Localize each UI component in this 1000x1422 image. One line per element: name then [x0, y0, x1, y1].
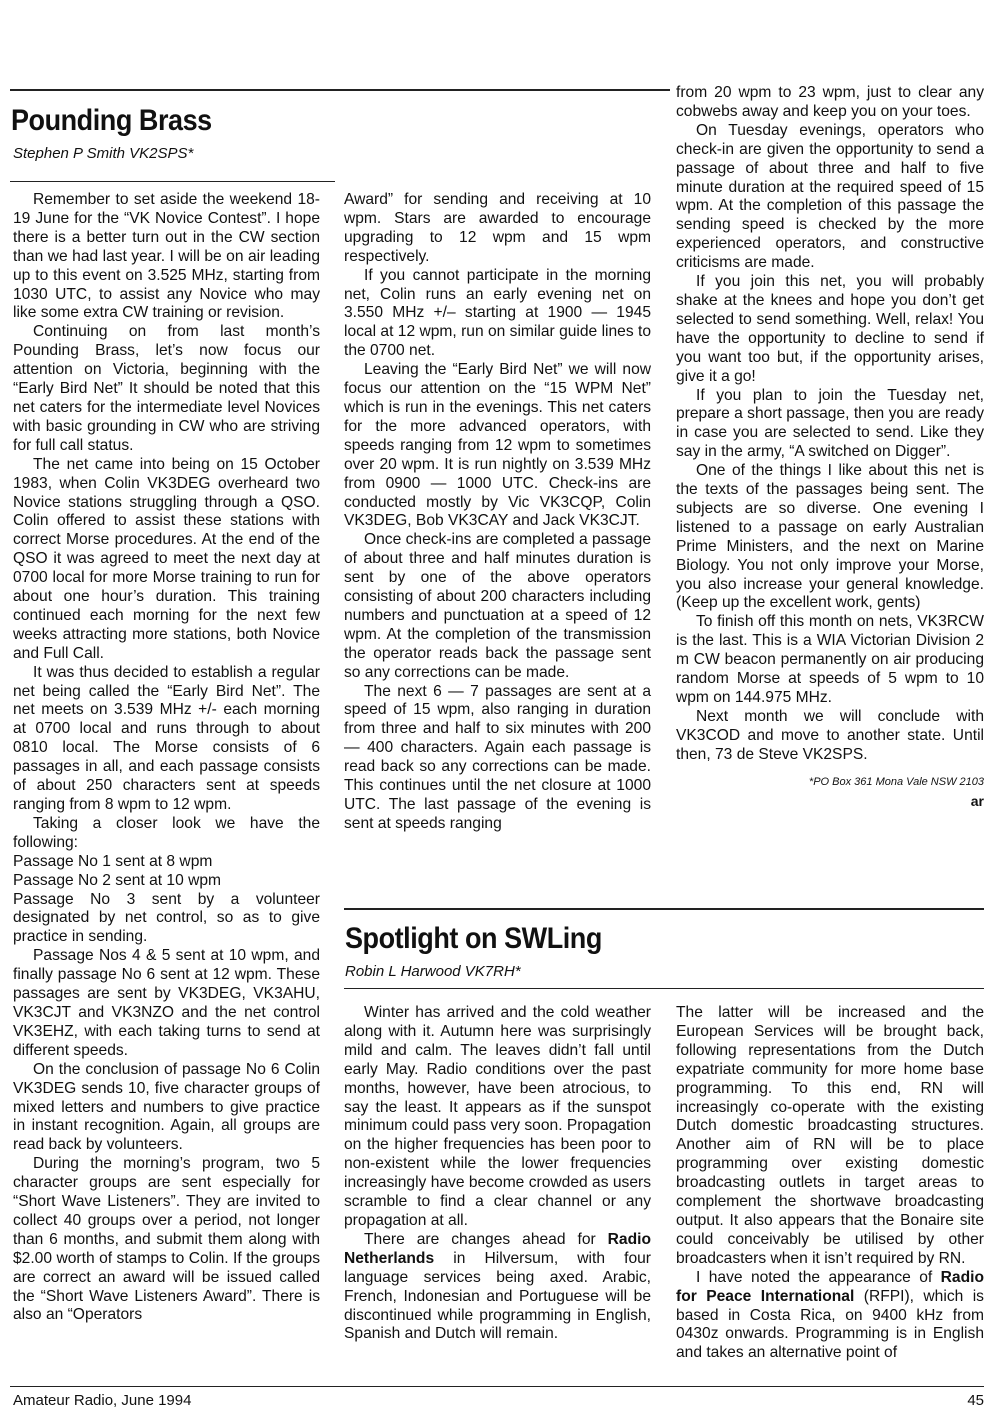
- author-address-note: *PO Box 361 Mona Vale NSW 2103: [808, 775, 984, 788]
- article1-column-2: [344, 191, 651, 834]
- paragraph: [676, 1269, 984, 1364]
- paragraph: Taking a closer look we have the following:: [13, 814, 320, 851]
- paragraph-text: I have noted the appearance of: [696, 1268, 941, 1286]
- list-item: Passage No 3 sent by a volunteer designated by net control, so as to give practice in sending.: [13, 890, 320, 946]
- station-name: Radio for Peace International: [676, 1268, 984, 1305]
- paragraph: Leaving the “Early Bird Net” we will now focus our attention on the “15 WPM Net” which is run in the evenings. This net caters for the more advanced operators, with speeds ranging from 12 wpm to sometimes over 20 wpm. It is run nightly on 3.539 MHz from 0900 — 1000 UTC. Check-ins are conducted mostly by Vic VK3CQP, Colin VK3DEG, Bob VK3CAY and Jack VK3CJT.: [344, 361, 651, 530]
- paragraph-text: There are changes ahead for: [364, 1230, 608, 1248]
- article2-title: Spotlight on SWLing: [345, 922, 602, 955]
- paragraph: On the conclusion of passage No 6 Colin VK3DEG sends 10, five character groups of mixed letters and numbers to give practice in instant recognition. Again, all groups are read back by volunteers.: [13, 1060, 320, 1154]
- paragraph: To finish off this month on nets, VK3RCW is the last. This is a WIA Victorian Division 2 m CW beacon permanently on air producing random Morse at speeds of 5 wpm to 10 wpm on 144.975 MHz.: [676, 613, 984, 706]
- footer-publication: Amateur Radio, June 1994: [13, 1392, 192, 1409]
- paragraph: One of the things I like about this net is the texts of the passages being sent. The subjects are so diverse. One evening I listened to a passage on early Australian Prime Ministers, and the next on Marine Biology. You not only improve your Morse, you also increase your general knowledge. (Keep up the excellent work, gents): [676, 462, 984, 612]
- article2-byline: Robin L Harwood VK7RH*: [345, 963, 521, 980]
- paragraph: It was thus decided to establish a regular net being called the “Early Bird Net”. The net meets on 3.539 MHz +/- each morning at 0700 local and runs through to about 0810 local. The Morse consists of 6 passages in all, and each passage consists of about 250 characters sent at speeds ranging from 8 wpm to 12 wpm.: [13, 663, 320, 813]
- top-rule-article1: [10, 89, 670, 91]
- paragraph: Continuing on from last month’s Pounding Brass, let’s now focus our attention on Victoria, beginning with the “Early Bird Net” It should be noted that this net caters for the intermediate level Novices with basic grounding in CW who are striving for full call status.: [13, 323, 320, 454]
- article2-column-2: [676, 1004, 984, 1363]
- byline-rule-article2: [344, 988, 984, 989]
- paragraph: Next month we will conclude with VK3COD and move to another state. Until then, 73 de Steve VK2SPS.: [676, 707, 984, 763]
- paragraph: [344, 1231, 651, 1344]
- paragraph: Remember to set aside the weekend 18-19 June for the “VK Novice Contest”. I hope there is a better turn out in the CW section than we had last year. I will be on air leading up to this event on 3.525 MHz, starting from 1030 UTC, to assist any Novice who may like some extra CW training or revision.: [13, 191, 320, 322]
- article2-column-1: [344, 1004, 651, 1344]
- paragraph: Winter has arrived and the cold weather along with it. Autumn here was surprisingly mild and calm. The leaves didn’t fall until early May. Radio conditions over the past months, however, have been atrocious, to say the least. It appears as if the sunspot minimum could pass very soon. Propagation on the higher frequencies has been poor to non-existent while the lower frequencies increasingly have become crowded as users scramble to find a clear channel or any propagation at all.: [344, 1004, 651, 1229]
- paragraph: If you cannot participate in the morning net, Colin runs an early evening net on 3.550 MHz +/– starting at 1900 — 1945 local at 12 wpm, run on similar guide lines to the 0700 net.: [344, 266, 651, 360]
- station-name: Radio Netherlands: [344, 1230, 651, 1267]
- paragraph: from 20 wpm to 23 wpm, just to clear any cobwebs away and keep you on your toes.: [676, 84, 984, 120]
- paragraph: The next 6 — 7 passages are sent at a speed of 15 wpm, also ranging in duration from three and half to six minutes with 200 — 400 characters. Again each passage is read back so any corrections can be made. This continues until the net closure at 1000 UTC. The last passage of the evening is sent at speeds ranging: [344, 682, 651, 832]
- article1-byline: Stephen P Smith VK2SPS*: [13, 145, 194, 162]
- paragraph: Once check-ins are completed a passage of about three and half minutes duration is sent by one of the above operators consisting of about 200 characters including numbers and punctuation at a speed of 12 wpm. At the completion of the transmission the operator reads back the passage sent so any corrections can be made.: [344, 531, 651, 681]
- paragraph: Award” for sending and receiving at 10 wpm. Stars are awarded to encourage upgrading to 12 wpm and 15 wpm respectively.: [344, 191, 651, 265]
- paragraph: The net came into being on 15 October 1983, when Colin VK3DEG overheard two Novice stations struggling through a QSO. Colin offered to assist these stations with correct Morse procedures. At the end of the QSO it was agreed to meet the next day at 0700 local for more Morse training to run for about one hour’s duration. This training continued each morning for the next few weeks attracting more stations, both Novice and Full Call.: [13, 455, 320, 662]
- byline-rule-article1: [10, 181, 335, 182]
- top-rule-article2: [344, 908, 984, 910]
- list-item: Passage No 1 sent at 8 wpm: [13, 852, 213, 870]
- article1-column-3: [676, 84, 984, 810]
- footer-rule: [10, 1386, 984, 1387]
- footer-page-number: 45: [967, 1392, 984, 1409]
- article1-column-1: [13, 191, 320, 1325]
- paragraph: On Tuesday evenings, operators who check-in are given the opportunity to send a passage of about three and half to five minute duration at the required speed of 15 wpm. At the completion of this passage the sending speed is checked by the more experienced operators, and constructive criticisms are made.: [676, 121, 984, 272]
- paragraph: If you join this net, you will probably shake at the knees and hope you don’t get selected to send something. Well, relax! You have the opportunity to decline to send if you want too but, if the opportunity arises, give it a go!: [676, 273, 984, 385]
- list-item: Passage No 2 sent at 10 wpm: [13, 871, 222, 889]
- paragraph-text: in Hilversum, with four language services being axed. Arabic, French, Indonesian and Portuguese will be discontinued while programming in English, Spanish and Dutch will remain.: [344, 1249, 651, 1343]
- paragraph-text: (RFPI), which is based in Costa Rica, on 9400 kHz from 0430z onwards. Programming is in English and takes an alternative point of: [676, 1287, 984, 1362]
- paragraph: Passage Nos 4 & 5 sent at 10 wpm, and finally passage No 6 sent at 12 wpm. These passages are sent by VK3DEG, VK3AHU, VK3CJT and VK3NZO and the net control VK3EHZ, with each taking turns to send at different speeds.: [13, 947, 320, 1059]
- paragraph: If you plan to join the Tuesday net, prepare a short passage, then you are ready in case you are selected to send. Like they say in the army, “A switched on Digger”.: [676, 386, 984, 461]
- article1-title: Pounding Brass: [11, 104, 212, 137]
- paragraph: The latter will be increased and the European Services will be brought back, following representations from the Dutch expatriate community for more home base programming. To this end, RN will increasingly co-operate with the existing Dutch domestic broadcasting structures. Another aim of RN will be to place programming over existing domestic broadcasting outlets in target areas to complement the shortwave broadcasting output. It also appears that the Bonaire site could conceivably be utilised by other broadcasters when it isn’t required by RN.: [676, 1004, 984, 1267]
- paragraph: During the morning’s program, two 5 character groups are sent especially for “Short Wave Listeners”. They are invited to collect 40 groups over a period, not longer than 6 months, and submit them along with $2.00 worth of stamps to Colin. If the groups are correct an award will be issued called the “Short Wave Listeners Award”. There is also an “Operators: [13, 1155, 320, 1324]
- end-mark: ar: [970, 792, 984, 809]
